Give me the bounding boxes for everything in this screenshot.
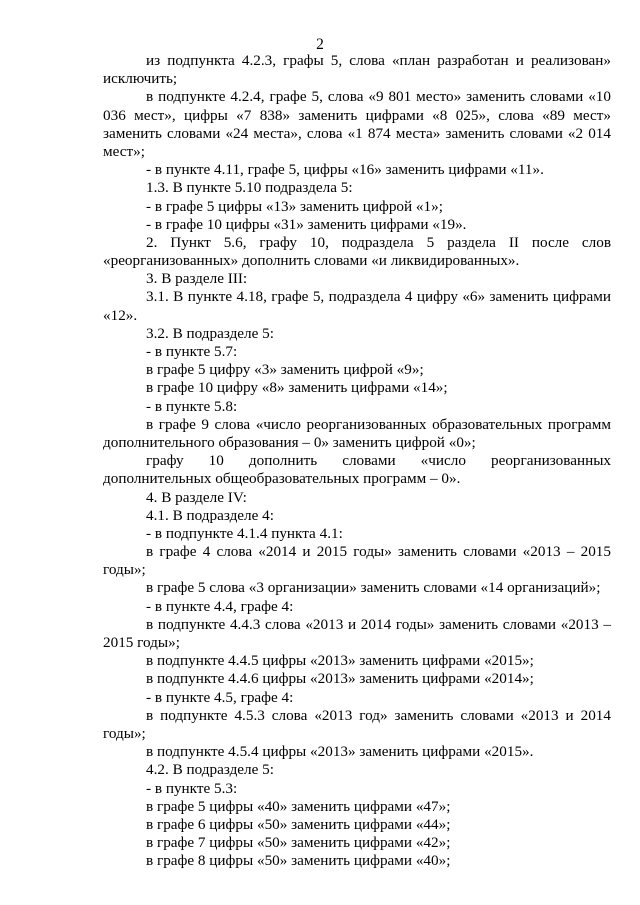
paragraph: 3. В разделе III:: [146, 270, 248, 288]
paragraph: в графе 5 цифры «40» заменить цифрами «47»;: [146, 797, 451, 815]
paragraph: - в графе 5 цифры «13» заменить цифрой «1»;: [146, 197, 443, 215]
paragraph: в подпункте 4.4.3 слова «2013 и 2014 годы» заменить словами «2013 – 2015 годы»;: [103, 615, 611, 651]
paragraph: - в графе 10 цифры «31» заменить цифрами «19».: [146, 215, 467, 233]
paragraph: 4. В разделе IV:: [146, 488, 247, 506]
paragraph: - в пункте 4.4, графе 4:: [146, 597, 294, 615]
paragraph: в подпункте 4.2.4, графе 5, слова «9 801 место» заменить словами «10 036 мест», цифры «7 838» заменить цифрами «8 025», слова «89 мест» заменить словами «24 места», слова «1 874 места» заменить словами «2 014 мест»;: [103, 88, 611, 160]
paragraph: в графе 7 цифры «50» заменить цифрами «42»;: [146, 834, 451, 852]
paragraph: в графе 5 цифру «3» заменить цифрой «9»;: [146, 361, 424, 379]
document-body: [103, 52, 611, 870]
paragraph: в подпункте 4.5.3 слова «2013 год» заменить словами «2013 и 2014 годы»;: [103, 706, 611, 742]
paragraph: 4.1. В подразделе 4:: [146, 506, 274, 524]
paragraph: - в пункте 5.8:: [146, 397, 238, 415]
paragraph: 4.2. В подразделе 5:: [146, 761, 274, 779]
paragraph: в графе 10 цифру «8» заменить цифрами «14»;: [146, 379, 448, 397]
paragraph: 2. Пункт 5.6, графу 10, подраздела 5 раздела II после слов «реорганизованных» дополнить словами «и ликвидированных».: [103, 233, 611, 270]
paragraph: в графе 5 слова «3 организации» заменить словами «14 организаций»;: [146, 579, 601, 597]
paragraph: в графе 8 цифры «50» заменить цифрами «40»;: [146, 852, 451, 870]
page-number: 2: [316, 36, 324, 53]
paragraph: - в пункте 4.11, графе 5, цифры «16» заменить цифрами «11».: [146, 161, 544, 179]
paragraph: 3.1. В пункте 4.18, графе 5, подраздела 4 цифру «6» заменить цифрами «12».: [103, 288, 611, 324]
paragraph: в подпункте 4.4.6 цифры «2013» заменить цифрами «2014»;: [146, 670, 534, 688]
paragraph: 3.2. В подразделе 5:: [146, 324, 274, 342]
paragraph: в графе 9 слова «число реорганизованных образовательных программ дополнительного образования – 0» заменить цифрой «0»;: [103, 415, 611, 451]
paragraph: в графе 4 слова «2014 и 2015 годы» заменить словами «2013 – 2015 годы»;: [103, 543, 611, 579]
paragraph: в графе 6 цифры «50» заменить цифрами «44»;: [146, 815, 451, 833]
paragraph: в подпункте 4.4.5 цифры «2013» заменить цифрами «2015»;: [146, 652, 534, 670]
paragraph: - в пункте 5.3:: [146, 779, 238, 797]
paragraph: - в пункте 4.5, графе 4:: [146, 688, 294, 706]
paragraph: из подпункта 4.2.3, графы 5, слова «план разработан и реализован» исключить;: [103, 52, 611, 88]
paragraph: графу 10 дополнить словами «число реорганизованных дополнительных общеобразовательных программ – 0».: [103, 452, 611, 488]
paragraph: - в подпункте 4.1.4 пункта 4.1:: [146, 524, 343, 542]
paragraph: в подпункте 4.5.4 цифры «2013» заменить цифрами «2015».: [146, 743, 534, 761]
paragraph: 1.3. В пункте 5.10 подраздела 5:: [146, 179, 353, 197]
paragraph: - в пункте 5.7:: [146, 343, 238, 360]
